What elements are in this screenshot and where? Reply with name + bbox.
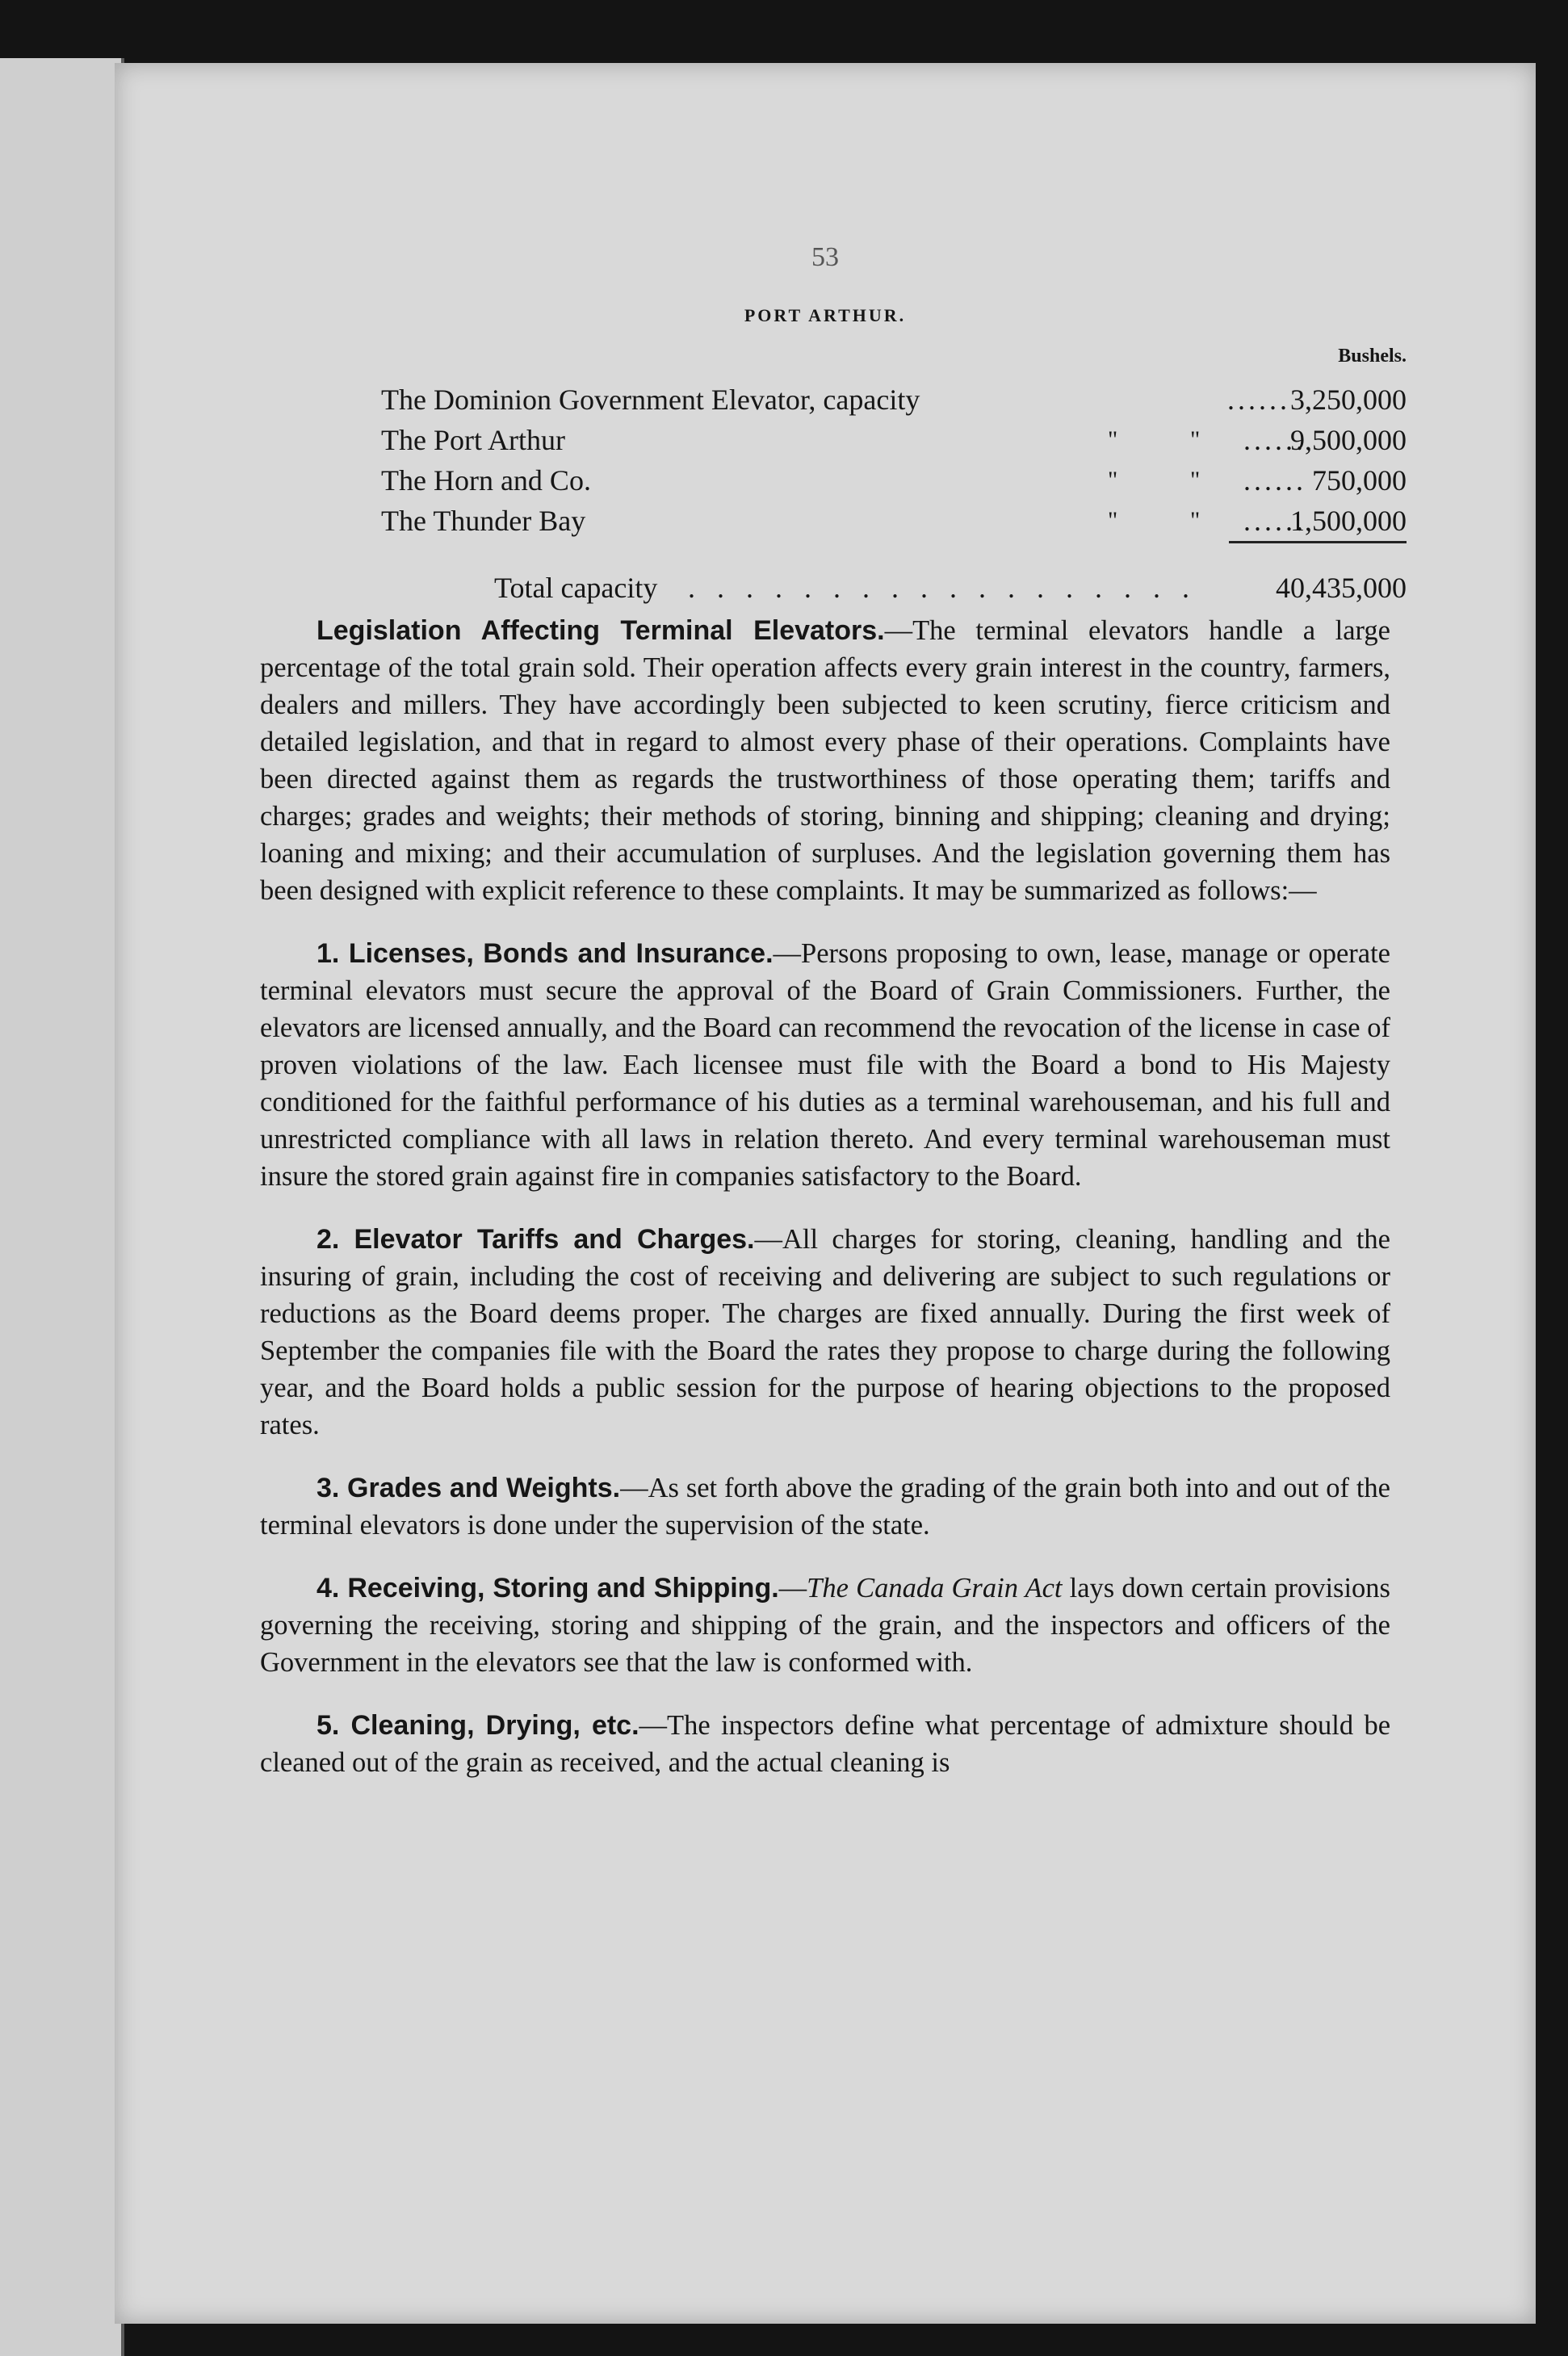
leader-dots: ...... [1243, 505, 1306, 537]
act-title: The Canada Grain Act [807, 1573, 1063, 1604]
table-row [381, 379, 1407, 420]
leader-dots: . . . . . . . . . . . . . . . . . . [688, 572, 1197, 604]
sum-rule [1229, 541, 1407, 543]
paragraph [260, 612, 1390, 909]
paragraph-heading: 5. Cleaning, Drying, etc. [317, 1710, 639, 1741]
elevator-name: The Horn and Co. [381, 464, 591, 497]
section-heading: PORT ARTHUR. [744, 305, 907, 325]
paragraph-text: —All charges for storing, cleaning, handling and the insuring of grain, including the cost of receiving and delivering are subject to such regulations or reductions as the Board deems proper. The charges are fixed annually. During the first week of September the companies file with the Board the rates they propose to charge during the following year, and the Board holds a public session for the purpose of hearing objections to the proposed rates. [260, 1224, 1390, 1440]
paragraph [260, 1570, 1390, 1681]
unit-label: Bushels. [1338, 346, 1407, 367]
body-text [260, 612, 1390, 1807]
paragraph-text: —The terminal elevators handle a large percentage of the total grain sold. Their operation affects every grain interest in the country, farmers, dealers and millers. They have accordingly been subjected to keen scrutiny, fierce criticism and detailed legislation, and that in regard to almost every phase of their operations. Complaints have been directed against them as regards the trustworthiness of those operating them; tariffs and charges; grades and weights; their methods of storing, binning and shipping; cleaning and drying; loaning and mixing; and their accumulation of surpluses. And the legislation governing them has been designed with explicit reference to these complaints. It may be summarized as follows:— [260, 615, 1390, 906]
paragraph-text: —The inspectors define what percentage of admixture should be cleaned out of the grain as received, and the actual cleaning is [260, 1710, 1391, 1778]
ditto-mark: " [1108, 426, 1118, 453]
ditto-mark: " [1108, 467, 1118, 493]
paragraph-heading: 2. Elevator Tariffs and Charges. [317, 1224, 755, 1255]
paragraph-heading: 4. Receiving, Storing and Shipping. [317, 1573, 779, 1604]
elevator-capacity: 3,250,000 [1290, 384, 1407, 416]
leader-dots: ...... [1243, 464, 1306, 497]
paragraph-text: —Persons proposing to own, lease, manage or operate terminal elevators must secure the approval of the Board of Grain Commissioners. Further, the elevators are licensed annually, and the Board can recommend the revocation of the license in case of proven violations of the law. Each licensee must file with the Board a bond to His Majesty conditioned for the faithful performance of his duties as a terminal warehouseman, and his full and unrestricted compliance with all laws in relation thereto. And every terminal warehouseman must insure the stored grain against fire in companies satisfactory to the Board. [260, 938, 1390, 1192]
ditto-mark: " [1190, 426, 1201, 453]
total-value: 40,435,000 [1276, 572, 1407, 604]
elevator-name: The Dominion Government Elevator, capacity [381, 384, 920, 416]
paragraph [260, 935, 1390, 1195]
table-row [381, 460, 1407, 501]
paragraph [260, 1221, 1390, 1444]
paragraph-heading: 1. Licenses, Bonds and Insurance. [317, 938, 774, 969]
paragraph-text: — [778, 1573, 807, 1604]
paragraph [260, 1469, 1390, 1544]
ditto-mark: " [1190, 467, 1201, 493]
page-number: 53 [811, 242, 839, 272]
leader-dots: ...... [1227, 384, 1290, 416]
paragraph-text: lays down certain provisions governing the receiving, storing and shipping of the grain, and the inspectors and officers of the Government in the elevators see that the law is conformed with. [260, 1573, 1390, 1678]
total-row [494, 568, 1407, 608]
elevator-capacity: 750,000 [1312, 464, 1407, 497]
leader-dots: ...... [1243, 424, 1306, 456]
elevator-capacity: 9,500,000 [1290, 424, 1407, 456]
elevator-name: The Port Arthur [381, 424, 565, 456]
document-page [115, 63, 1536, 2324]
paragraph-text: —As set forth above the grading of the grain both into and out of the terminal elevators is done under the supervision of the state. [260, 1473, 1390, 1541]
paragraph-heading: 3. Grades and Weights. [317, 1473, 621, 1503]
paragraph [260, 1707, 1390, 1781]
ditto-mark: " [1190, 507, 1201, 534]
table-row [381, 420, 1407, 460]
elevator-name: The Thunder Bay [381, 505, 586, 537]
facing-page-edge [0, 58, 124, 2356]
elevator-capacity: 1,500,000 [1290, 505, 1407, 537]
table-row [381, 501, 1407, 541]
paragraph-heading: Legislation Affecting Terminal Elevators. [317, 615, 885, 646]
total-label: Total capacity [494, 572, 658, 604]
ditto-mark: " [1108, 507, 1118, 534]
